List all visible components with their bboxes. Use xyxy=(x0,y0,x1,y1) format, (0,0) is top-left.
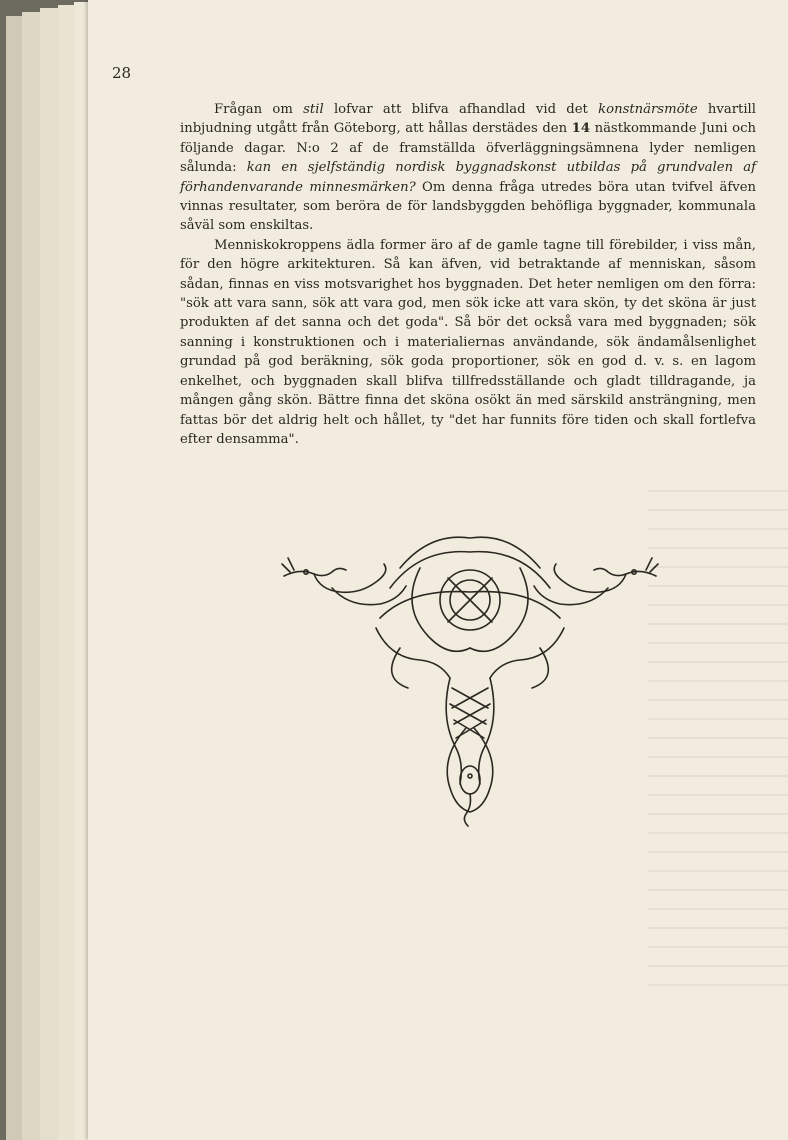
paragraph-1: Frågan om stil lofvar att blifva afhandlad vid det konstnärsmöte hvartill inbjudning utgått från Göteborg, att hållas derstädes den 14 nästkommande Juni och följande dagar. N:o 2 af de framställda öfverläggningsämnena lyder nemligen sålunda: kan en sjelfständig nordisk byggnadskonst utbildas på grundvalen af förhandenvarande minnesmärken? Om denna fråga utredes böra utan tvifvel äfven vinnas resultater, som beröra de för landsbyggden behöfliga byggnader, kommunala såväl som enskiltas. xyxy=(180,102,756,234)
paragraph-2: Menniskokroppens ädla former äro af de gamle tagne till förebilder, i viss mån, för den högre arkitekturen. Så kan äfven, vid betraktande af menniskan, såsom sådan, finnas en viss motsvarighet hos byggnaden. Det heter nemligen om den förra: "sök att vara sann, sök att vara god, men sök icke att vara skön, ty det sköna är just produkten af det sanna och det goda". Så bör det också vara med byggnaden; sök sanning i konstruktionen och i materialiernas användande, sök ändamålsenlighet grundad på god beräkning, sök goda proportioner, sök en god d. v. s. en lagom enkelhet, och byggnaden skall blifva tillfredsställande och gladt tilldragande, ja mången gång skön. Bättre finna det sköna osökt än med särskild ansträngning, men fattas bör det aldrig helt och hållet, ty "det har funnits före tiden och skall fortlefva efter densamma". xyxy=(180,237,756,447)
show-through-text xyxy=(648,490,788,990)
interlace-ornament-icon xyxy=(280,528,660,828)
body-text xyxy=(180,100,756,449)
page-number: 28 xyxy=(112,64,132,82)
